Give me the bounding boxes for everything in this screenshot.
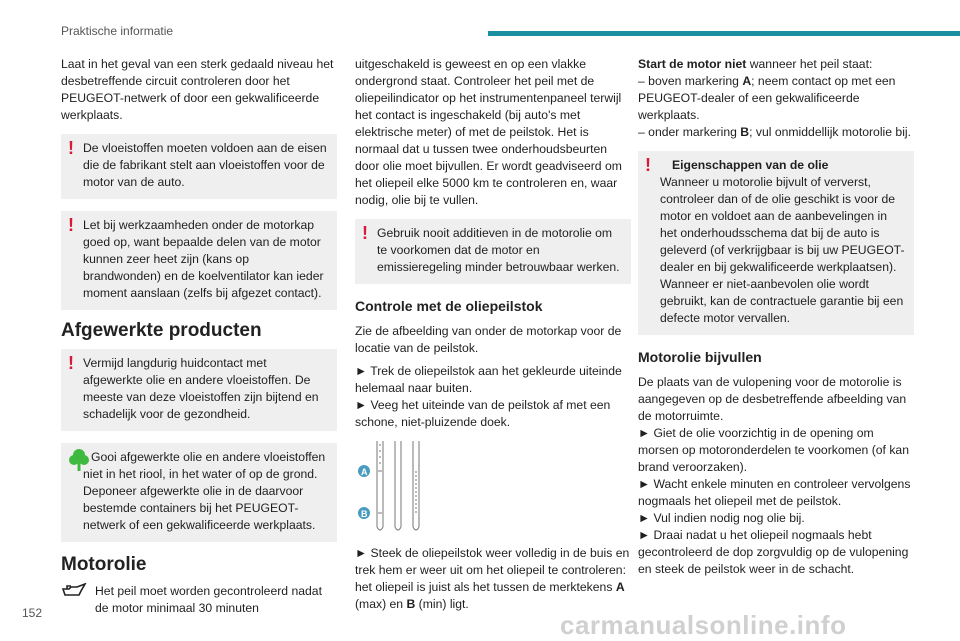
dipstick-illustration	[355, 441, 435, 533]
fill-step-top-up: ► Vul indien nodig nog olie bij.	[638, 511, 805, 525]
column-2	[355, 56, 631, 619]
step-check-level: ► Steek de oliepeilstok weer volledig in de buis en trek hem er weer uit om het oliepeil te controleren: het oliepeil is juist als het tussen de merktekens A (max) en B (min) ligt.	[355, 546, 630, 611]
fill-step-close: ► Draai nadat u het oliepeil nogmaals hebt gecontroleerd de dop zorgvuldig op de vulopening en steek de peilstok weer in de schacht.	[638, 528, 909, 576]
oil-intro-text: Het peil moet worden gecontroleerd nadat de motor minimaal 30 minuten	[95, 584, 322, 615]
section-heading-oil: Motorolie	[61, 554, 147, 575]
note-text: Gebruik nooit additieven in de motorolie om te voorkomen dat de motor en emissieregeling minder betrouwbaar werken.	[377, 226, 620, 274]
fill-intro: De plaats van de vulopening voor de motorolie is aangegeven op de desbetreffende afbeelding van de motorruimte.	[638, 375, 907, 423]
note-text: Gooi afgewerkte olie en andere vloeistoffen niet in het riool, in het water of op de grond. Deponeer afgewerkte olie in de daarvoor bestemde containers bij het PEUGEOT-netwerk of een gekwalificeerde werkplaats.	[83, 450, 326, 532]
note-title: Eigenschappen van de olie	[672, 158, 829, 172]
environment-note	[61, 443, 337, 542]
dipstick-intro: Zie de afbeelding van onder de motorkap voor de locatie van de peilstok.	[355, 324, 622, 355]
note-text: Let bij werkzaamheden onder de motorkap goed op, want bepaalde delen van de motor kunnen zeer heet zijn (kans op brandwonden) en de koelventilator kan ieder moment aanslaan (zelfs bij afgezet contact).	[83, 218, 324, 300]
marker-label-b: B	[361, 509, 368, 519]
condition-below-b: – onder markering B; vul onmiddellijk motorolie bij.	[638, 125, 911, 139]
tree-icon	[68, 447, 90, 476]
watermark: carmanualsonline.info	[560, 610, 847, 640]
warning-note	[61, 211, 337, 310]
header-accent-bar	[488, 31, 960, 36]
note-text: De vloeistoffen moeten voldoen aan de eisen die de fabrikant stelt aan vloeistoffen voor de motor van de auto.	[83, 141, 327, 189]
header-title: Praktische informatie	[61, 24, 174, 38]
section-heading-fill: Motorolie bijvullen	[638, 349, 762, 365]
warning-note	[61, 349, 337, 431]
warning-note	[638, 151, 914, 335]
column-1	[61, 56, 337, 617]
warning-note	[355, 219, 631, 284]
warning-icon: !	[68, 215, 74, 235]
section-heading-products: Afgewerkte producten	[61, 320, 262, 341]
oil-intro-row	[61, 583, 337, 617]
warning-note	[61, 134, 337, 199]
warning-icon: !	[645, 155, 651, 175]
fill-step-wait: ► Wacht enkele minuten en controleer vervolgens nogmaals het oliepeil met de peilstok.	[638, 477, 911, 508]
oil-check-paragraph: uitgeschakeld is geweest en op een vlakke ondergrond staat. Controleer het peil met de oliepeilindicator op het instrumentenpaneel terwijl het contact is ingeschakeld (bij auto's met elektrische meter) of met de peilstok. Het is normaal dat u tussen twee onderhoudsbeurten door olie moet bijvullen. Er wordt geadviseerd om het oliepeil elke 5000 km te controleren en, waar nodig, olie bij te vullen.	[355, 57, 622, 207]
condition-above-a: – boven markering A; neem contact op met een PEUGEOT-dealer of een gekwalificeerde werkplaats.	[638, 74, 896, 122]
warning-icon: !	[68, 353, 74, 373]
intro-paragraph: Laat in het geval van een sterk gedaald niveau het desbetreffende circuit controleren door het PEUGEOT-netwerk of door een gekwalificeerde werkplaats.	[61, 57, 334, 122]
marker-label-a: A	[361, 467, 368, 477]
note-text: Wanneer u motorolie bijvult of ververst, controleer dan of de olie geschikt is voor de motor en voldoet aan de aanbevelingen in het onderhoudsschema dat bij de auto is geleverd (of verkrijgbaar is bij uw PEUGEOT-dealer en bij gekwalificeerde werkplaatsen). Wanneer er niet-aanbevolen olie wordt gebruikt, kan de contractuele garantie bij een defecte motor vervallen.	[660, 175, 905, 325]
page-number: 152	[22, 606, 43, 620]
warning-icon: !	[362, 223, 368, 243]
column-3	[638, 56, 914, 584]
warning-icon: !	[68, 138, 74, 158]
fill-step-pour: ► Giet de olie voorzichtig in de opening om morsen op motoronderdelen te voorkomen (of kan brand veroorzaken).	[638, 426, 909, 474]
step-wipe-dipstick: ► Veeg het uiteinde van de peilstok af met een schone, niet-pluizende doek.	[355, 398, 611, 429]
note-text: Vermijd langdurig huidcontact met afgewerkte olie en andere vloeistoffen. De meeste van deze vloeistoffen zijn bijtend en schadelijk voor de gezondheid.	[83, 356, 319, 421]
do-not-start-line: Start de motor niet wanneer het peil staat:	[638, 57, 873, 71]
section-heading-dipstick: Controle met de oliepeilstok	[355, 298, 543, 314]
step-pull-dipstick: ► Trek de oliepeilstok aan het gekleurde uiteinde helemaal naar buiten.	[355, 364, 622, 395]
oil-can-icon	[61, 583, 87, 604]
